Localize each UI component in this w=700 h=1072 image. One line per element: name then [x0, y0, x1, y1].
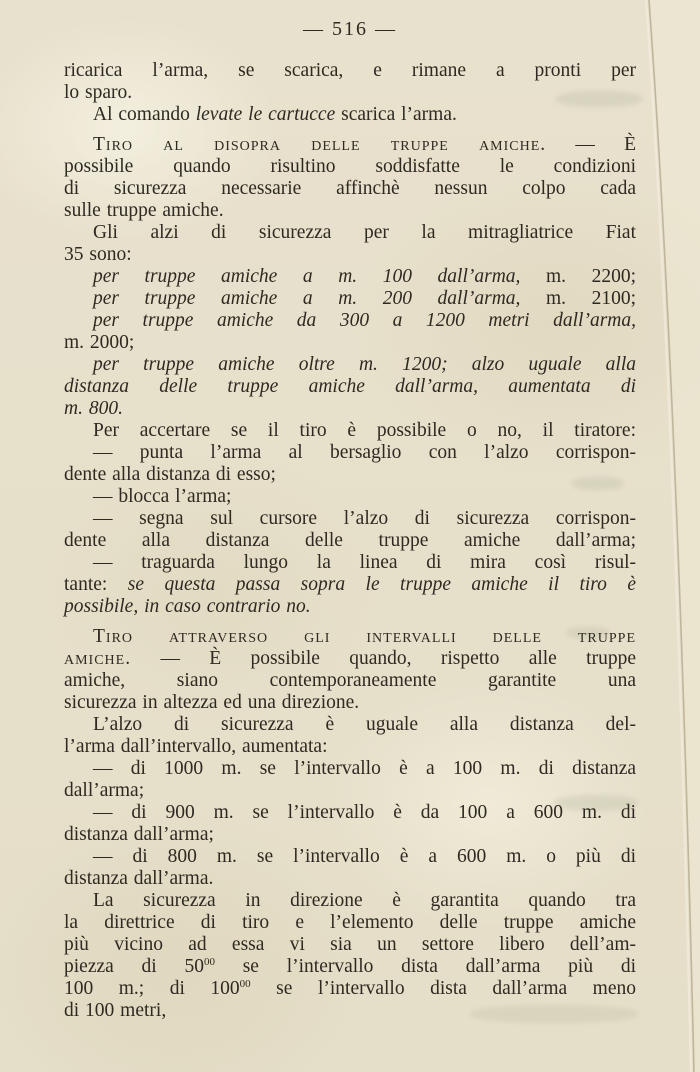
- text-line: [64, 1000, 636, 1022]
- text-run: — di 900 m. se l’intervallo è da 100 a 600 m. di: [93, 802, 636, 823]
- text-line: [64, 912, 636, 934]
- text-run: 35 sono:: [64, 244, 132, 265]
- text-run: — di 800 m. se l’intervallo è a 600 m. o più di: [93, 846, 636, 867]
- text-run: — blocca l’arma;: [93, 486, 232, 507]
- text-run: per truppe amiche a m. 100 dall’arma,: [93, 266, 521, 287]
- text-line: [64, 222, 636, 244]
- text-line: [64, 596, 636, 618]
- text-run: 00: [203, 956, 215, 968]
- text-run: L’alzo di sicurezza è uguale alla distanza del-: [93, 714, 636, 735]
- text-line: [64, 266, 636, 288]
- text-line: [64, 670, 636, 692]
- text-line: [64, 530, 636, 552]
- text-line: [64, 978, 636, 1000]
- text-line: [64, 104, 636, 126]
- text-line: [64, 780, 636, 802]
- text-line: [64, 802, 636, 824]
- text-run: — traguarda lungo la linea di mira così risul-: [93, 552, 636, 573]
- text-run: distanza dall’arma;: [64, 824, 214, 845]
- text-run: ricarica l’arma, se scarica, e rimane a pronti per: [64, 60, 636, 81]
- text-run: levate le cartucce: [195, 104, 336, 125]
- page-number: — 516 —: [303, 18, 397, 40]
- text-run: dall’arma;: [64, 780, 145, 801]
- text-line: [64, 442, 636, 464]
- text-run: La sicurezza in direzione è garantita quando tra: [93, 890, 636, 911]
- text-run: Gli alzi di sicurezza per la mitragliatrice Fiat: [93, 222, 636, 243]
- text-run: l’arma dall’intervallo, aumentata:: [64, 736, 328, 757]
- text-run: possibile, in caso contrario no.: [64, 596, 311, 617]
- text-line: [64, 156, 636, 178]
- text-line: [64, 934, 636, 956]
- text-run: — punta l’arma al bersaglio con l’alzo corrispon-: [93, 442, 636, 463]
- text-line: [64, 60, 636, 82]
- text-run: se questa passa sopra le truppe amiche il tiro è: [127, 574, 636, 595]
- text-line: [64, 134, 636, 156]
- text-line: [64, 486, 636, 508]
- text-run: dente alla distanza di esso;: [64, 464, 276, 485]
- text-run: per truppe amiche oltre m. 1200; alzo uguale alla: [93, 354, 636, 375]
- text-run: distanza dall’arma.: [64, 868, 214, 889]
- text-line: [64, 288, 636, 310]
- text-line: [64, 82, 636, 104]
- text-run: amiche, siano contemporaneamente garantite una: [64, 670, 636, 691]
- text-line: [64, 574, 636, 596]
- text-line: [64, 376, 636, 398]
- text-line: [64, 846, 636, 868]
- text-run: di 100 metri,: [64, 1000, 167, 1021]
- text-run: — È possibile quando, rispetto alle truppe: [131, 648, 636, 669]
- text-run: — segna sul cursore l’alzo di sicurezza corrispon-: [93, 508, 636, 529]
- text-run: sulle truppe amiche.: [64, 200, 224, 221]
- text-run: distanza delle truppe amiche dall’arma, aumentata di: [64, 376, 636, 397]
- text-line: [64, 890, 636, 912]
- text-run: per truppe amiche da 300 a 1200 metri dall’arma,: [93, 310, 636, 331]
- text-line: [64, 332, 636, 354]
- text-run: per truppe amiche a m. 200 dall’arma,: [93, 288, 521, 309]
- text-line: [64, 552, 636, 574]
- text-run: se l’intervallo dista dall’arma meno: [250, 978, 636, 999]
- text-line: [64, 464, 636, 486]
- text-run: m. 800.: [64, 398, 123, 419]
- text-line: [64, 310, 636, 332]
- text-line: [64, 178, 636, 200]
- text-run: scarica l’arma.: [335, 104, 457, 125]
- text-line: [64, 736, 636, 758]
- text-run: 100 m.; di 100: [64, 978, 240, 999]
- text-run: sicurezza in altezza ed una direzione.: [64, 692, 360, 713]
- text-line: [64, 508, 636, 530]
- text-line: [64, 648, 636, 670]
- text-run: piezza di 50: [64, 956, 204, 977]
- text-line: [64, 714, 636, 736]
- text-run: Tiro al disopra delle truppe amiche.: [93, 134, 547, 155]
- text-run: possibile quando risultino soddisfatte le condizioni: [64, 156, 636, 177]
- text-run: — di 1000 m. se l’intervallo è a 100 m. di distanza: [93, 758, 636, 779]
- text-run: m. 2000;: [64, 332, 135, 353]
- text-run: di sicurezza necessarie affinchè nessun colpo cada: [64, 178, 636, 199]
- text-run: — È: [546, 134, 636, 155]
- page-body: [64, 60, 636, 1022]
- text-line: [64, 244, 636, 266]
- text-line: [64, 868, 636, 890]
- text-run: amiche.: [64, 648, 132, 669]
- text-run: dente alla distanza delle truppe amiche dall’arma;: [64, 530, 636, 551]
- text-line: [64, 956, 636, 978]
- text-run: tante:: [64, 574, 128, 595]
- text-run: più vicino ad essa vi sia un settore libero dell’am-: [64, 934, 636, 955]
- text-line: [64, 354, 636, 376]
- text-run: m. 2200;: [520, 266, 636, 287]
- text-run: se l’intervallo dista dall’arma più di: [214, 956, 636, 977]
- text-line: [64, 758, 636, 780]
- text-run: la direttrice di tiro e l’elemento delle truppe amiche: [64, 912, 636, 933]
- text-run: lo sparo.: [64, 82, 133, 103]
- text-line: [64, 626, 636, 648]
- text-line: [64, 824, 636, 846]
- text-run: Al comando: [93, 104, 196, 125]
- text-run: m. 2100;: [520, 288, 636, 309]
- text-run: Per accertare se il tiro è possibile o no, il tiratore:: [93, 420, 636, 441]
- text-line: [64, 420, 636, 442]
- text-line: [64, 200, 636, 222]
- text-line: [64, 692, 636, 714]
- text-run: 00: [239, 978, 251, 990]
- text-line: [64, 398, 636, 420]
- text-run: Tiro attraverso gli intervalli delle truppe: [93, 626, 636, 647]
